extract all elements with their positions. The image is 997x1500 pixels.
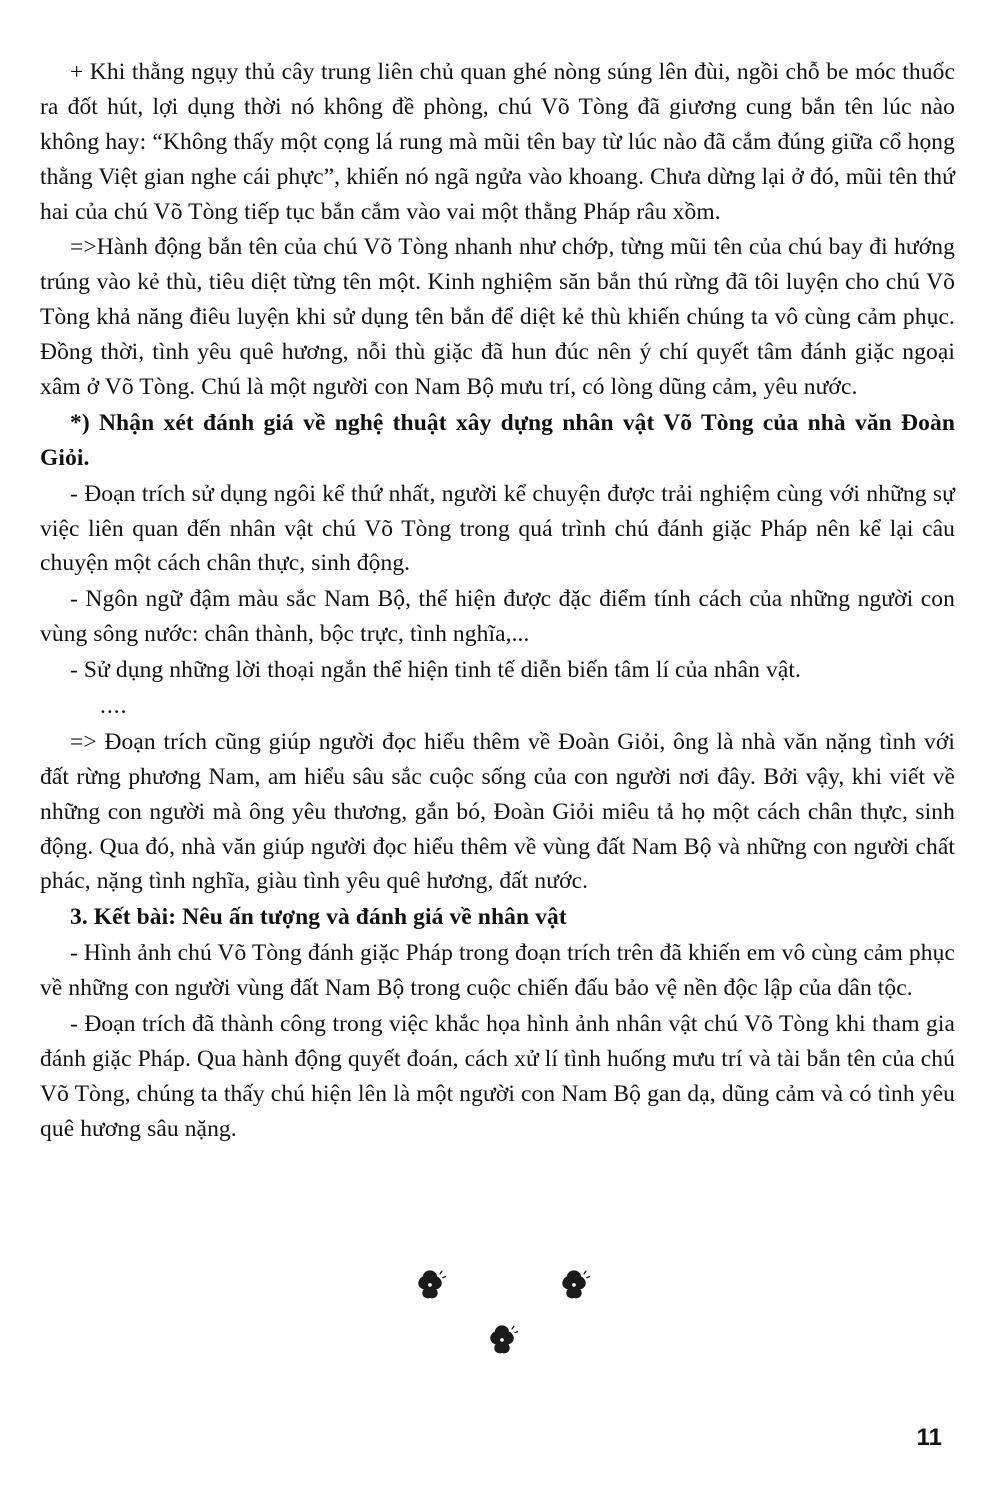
ornament-group [0, 1262, 997, 1372]
paragraph: - Đoạn trích sử dụng ngôi kể thứ nhất, người kể chuyện được trải nghiệm cùng với những sự việc liên quan đến nhân vật chú Võ Tòng trong quá trình chú đánh giặc Pháp nên kể lại câu chuyện một cách chân thực, sinh động. [40, 480, 955, 577]
heading-conclusion: 3. Kết bài: Nêu ấn tượng và đánh giá về nhân vật [70, 904, 567, 931]
flower-ornament-icon [480, 1317, 524, 1361]
heading-art-evaluation: *) Nhận xét đánh giá về nghệ thuật xây dựng nhân vật Võ Tòng của nhà văn Đoàn Giỏi. [40, 409, 955, 471]
paragraph: => Đoạn trích cũng giúp người đọc hiểu thêm về Đoàn Giỏi, ông là nhà văn nặng tình với đất rừng phương Nam, am hiểu sâu sắc cuộc sống của con người nơi đây. Bởi vậy, khi viết về những con người mà ông yêu thương, gắn bó, Đoàn Giỏi miêu tả họ một cách chân thực, sinh động. Qua đó, nhà văn giúp người đọc hiểu thêm về vùng đất Nam Bộ và những con người chất phác, nặng tình nghĩa, giàu tình yêu quê hương, đất nước. [40, 728, 955, 895]
paragraph: =>Hành động bắn tên của chú Võ Tòng nhanh như chớp, từng mũi tên của chú bay đi hướng trúng vào kẻ thù, tiêu diệt từng tên một. Kinh nghiệm săn bắn thú rừng đã tôi luyện cho chú Võ Tòng khả năng điêu luyện khi sử dụng tên bắn để diệt kẻ thù khiến chúng ta vô cùng cảm phục. Đồng thời, tình yêu quê hương, nỗi thù giặc đã hun đúc nên ý chí quyết tâm đánh giặc ngoại xâm ở Võ Tòng. Chú là một người con Nam Bộ mưu trí, có lòng dũng cảm, yêu nước. [40, 234, 955, 401]
paragraph: - Sử dụng những lời thoại ngắn thể hiện tinh tế diễn biến tâm lí của nhân vật. [70, 657, 801, 684]
page-number: 11 [916, 1424, 942, 1451]
flower-ornament-icon [408, 1262, 452, 1306]
paragraph: - Hình ảnh chú Võ Tòng đánh giặc Pháp trong đoạn trích trên đã khiến em vô cùng cảm phục về những con người vùng đất Nam Bộ trong cuộc chiến đấu bảo vệ nền độc lập của dân tộc. [40, 940, 955, 1002]
paragraph: - Ngôn ngữ đậm màu sắc Nam Bộ, thể hiện được đặc điểm tính cách của những người con vùng sông nước: chân thành, bộc trực, tình nghĩa,... [40, 586, 955, 648]
flower-ornament-icon [552, 1262, 596, 1306]
paragraph: + Khi thằng ngụy thủ cây trung liên chủ quan ghé nòng súng lên đùi, ngồi chỗ be móc thuốc ra đốt hút, lợi dụng thời nó không đề phòng, chú Võ Tòng đã giương cung bắn tên lúc nào không hay: “Không thấy một cọng lá rung mà mũi tên bay từ lúc nào đã cắm đúng giữa cổ họng thằng Việt gian nghe cái phực”, khiến nó ngã ngửa vào khoang. Chưa dừng lại ở đó, mũi tên thứ hai của chú Võ Tòng tiếp tục bắn cắm vào vai một thằng Pháp râu xồm. [40, 59, 955, 225]
document-body [40, 55, 955, 1148]
ellipsis-line: .... [100, 693, 128, 720]
paragraph: - Đoạn trích đã thành công trong việc khắc họa hình ảnh nhân vật chú Võ Tòng khi tham gia đánh giặc Pháp. Qua hành động quyết đoán, cách xử lí tình huống mưu trí và tài bắn tên của chú Võ Tòng, chúng ta thấy chú hiện lên là một người con Nam Bộ gan dạ, dũng cảm và có tình yêu quê hương sâu nặng. [40, 1011, 955, 1142]
